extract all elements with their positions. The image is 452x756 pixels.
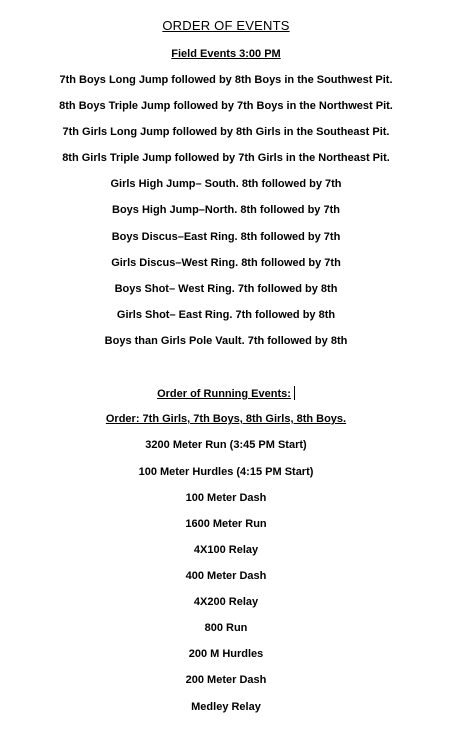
field-event-line: Boys Shot– West Ring. 7th followed by 8th — [114, 283, 338, 295]
field-event-line: Girls Shot– East Ring. 7th followed by 8th — [116, 309, 336, 321]
running-event-line: 200 Meter Dash — [185, 674, 267, 686]
running-event-line: 1600 Meter Run — [185, 518, 267, 530]
running-event-line: 100 Meter Dash — [185, 492, 267, 504]
field-event-line: Boys than Girls Pole Vault. 7th followed by 8th — [104, 335, 348, 347]
text-cursor — [294, 386, 295, 400]
running-event-line: 100 Meter Hurdles (4:15 PM Start) — [138, 466, 314, 478]
running-event-line: 400 Meter Dash — [185, 570, 267, 582]
running-event-line: 200 M Hurdles — [188, 648, 264, 660]
document-title: ORDER OF EVENTS — [162, 18, 290, 33]
field-event-line: 7th Boys Long Jump followed by 8th Boys in the Southwest Pit. — [59, 74, 393, 86]
field-event-line: Boys Discus–East Ring. 8th followed by 7th — [111, 231, 341, 243]
field-event-line: 8th Girls Triple Jump followed by 7th Girls in the Northeast Pit. — [62, 152, 390, 164]
field-event-line: Girls Discus–West Ring. 8th followed by 7th — [111, 257, 341, 269]
running-event-line: 4X100 Relay — [193, 544, 259, 556]
running-order-line: Order: 7th Girls, 7th Boys, 8th Girls, 8th Boys. — [105, 413, 347, 425]
running-events-heading-row — [0, 386, 452, 401]
field-events-heading: Field Events 3:00 PM — [171, 48, 281, 60]
field-event-line: Boys High Jump–North. 8th followed by 7th — [112, 204, 340, 216]
running-event-line: 3200 Meter Run (3:45 PM Start) — [145, 439, 307, 451]
field-event-line: Girls High Jump– South. 8th followed by 7th — [110, 178, 342, 190]
field-event-line: 8th Boys Triple Jump followed by 7th Boys in the Northwest Pit. — [59, 100, 393, 112]
running-event-line: 800 Run — [204, 622, 248, 634]
field-event-line: 7th Girls Long Jump followed by 8th Girls in the Southeast Pit. — [62, 126, 390, 138]
running-event-line: Medley Relay — [191, 701, 261, 713]
running-events-heading: Order of Running Events: — [157, 388, 291, 400]
running-event-line: 4X200 Relay — [193, 596, 259, 608]
